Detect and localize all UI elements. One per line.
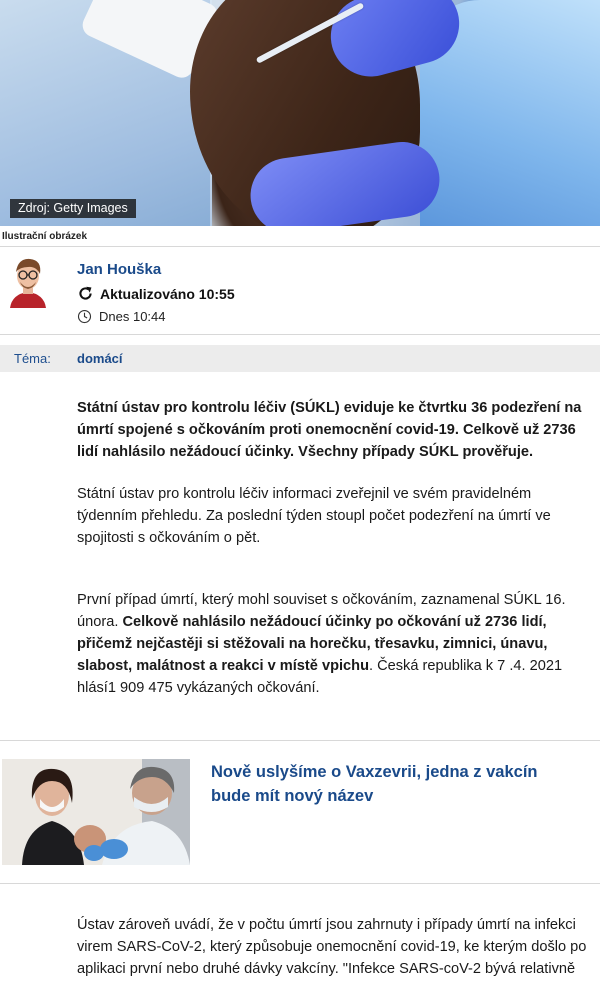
divider: [0, 740, 600, 741]
publish-date: [77, 309, 166, 324]
paragraph-line: [77, 611, 600, 633]
lead-line: úmrtí spojené s očkováním proti onemocnění covid-19. Celkově už 2736: [77, 422, 576, 438]
article-paragraph: [77, 483, 600, 549]
updated-time: [77, 285, 235, 302]
paragraph-line: týdenním přehledu. Za poslední týden stoupl počet podezření na úmrtí ve: [77, 508, 551, 524]
divider: [0, 334, 600, 335]
article-paragraph: [77, 914, 600, 980]
author-name-link[interactable]: Jan Houška: [77, 261, 162, 278]
related-article-link[interactable]: [211, 760, 538, 808]
related-article-image[interactable]: [2, 759, 190, 865]
text-span: února.: [77, 614, 123, 630]
article-paragraph: [77, 589, 600, 699]
vaccination-photo-icon: [2, 759, 190, 865]
divider: [0, 883, 600, 884]
hero-image: [0, 0, 600, 226]
clock-icon: [77, 309, 92, 324]
image-source-label: Zdroj: Getty Images: [10, 199, 136, 218]
updated-time-text: Aktualizováno 10:55: [100, 285, 235, 302]
paragraph-line: spojitosti s očkováním o pět.: [77, 530, 261, 546]
lead-line: lidí nahlásilo nežádoucí účinky. Všechny případy SÚKL prověřuje.: [77, 444, 534, 460]
paragraph-line: [77, 655, 600, 677]
topic-bar: [0, 345, 600, 372]
refresh-icon: [77, 285, 94, 302]
related-title-line: bude mít nový název: [211, 787, 374, 805]
paragraph-line: [77, 633, 600, 655]
topic-label: Téma:: [14, 351, 51, 366]
bold-text-span: slabost, malátnost a reakci v místě vpichu: [77, 658, 369, 674]
article-lead: [77, 397, 600, 463]
bold-text-span: Celkově nahlásilo nežádoucí účinky po očkování už 2736 lidí,: [122, 614, 547, 630]
paragraph-line: Ústav zároveň uvádí, že v počtu úmrtí jsou zahrnuty i případy úmrtí na infekci: [77, 917, 576, 933]
paragraph-line: aplikaci první nebo druhé dávky vakcíny. "Infekce SARS-coV-2 bývá relativně: [77, 961, 576, 977]
author-avatar[interactable]: [8, 254, 48, 308]
paragraph-line: hlásí1 909 475 vykázaných očkování.: [77, 680, 320, 696]
image-caption: Ilustrační obrázek: [2, 231, 88, 242]
divider: [0, 246, 600, 247]
paragraph-line: Státní ústav pro kontrolu léčiv informaci zveřejnil ve svém pravidelném: [77, 486, 532, 502]
paragraph-line: virem SARS-CoV-2, který způsobuje onemocnění covid-19, ke kterým došlo po: [77, 939, 587, 955]
text-span: . Česká republika k 7 .4. 2021: [369, 658, 563, 674]
lead-line: Státní ústav pro kontrolu léčiv (SÚKL) eviduje ke čtvrtku 36 podezření na: [77, 400, 582, 416]
avatar-icon: [8, 254, 48, 308]
topic-link[interactable]: domácí: [77, 351, 123, 366]
publish-date-text: Dnes 10:44: [99, 309, 166, 324]
paragraph-line: První případ úmrtí, který mohl souviset s očkováním, zaznamenal SÚKL 16.: [77, 592, 566, 608]
related-title-line: Nově uslyšíme o Vaxzevrii, jedna z vakcín: [211, 763, 538, 781]
bold-text-span: přičemž nejčastěji si stěžovali na horečku, třesavku, zimnici, únavu,: [77, 636, 548, 652]
